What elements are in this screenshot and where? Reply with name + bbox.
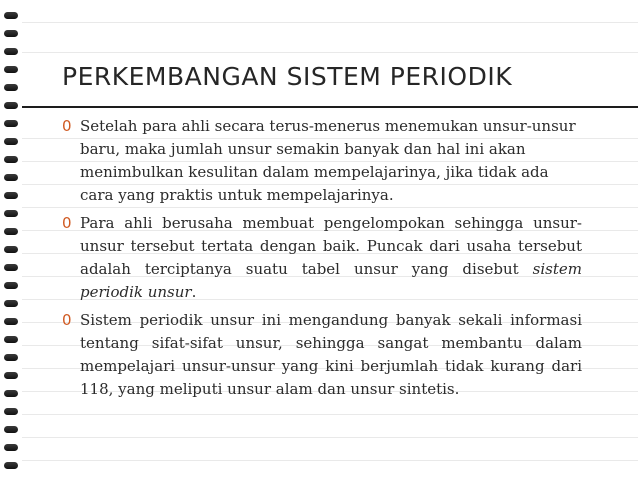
bullet-text: [80, 212, 582, 304]
rule-line: [22, 22, 638, 23]
binding-ring: [4, 84, 18, 91]
binding-ring: [4, 48, 18, 55]
binding-ring: [4, 408, 18, 415]
binding-ring: [4, 282, 18, 289]
bullet-text-emphasis: sistem periodik unsur: [80, 260, 582, 301]
binding-ring: [4, 30, 18, 37]
bullet-marker: 0: [62, 117, 72, 135]
binding-ring: [4, 120, 18, 127]
bullet-text-part: Para ahli berusaha membuat pengelompokan sehingga unsur-unsur tersebut tertata dengan baik. Puncak dari usaha tersebut adalah terciptanya suatu tabel unsur yang disebut: [80, 214, 582, 278]
bullet-marker: 0: [62, 214, 72, 232]
title-underline: [22, 106, 638, 108]
bullet-item: [62, 212, 582, 304]
rule-line: [22, 460, 638, 461]
binding-ring: [4, 444, 18, 451]
binding-ring: [4, 462, 18, 469]
binding-ring: [4, 12, 18, 19]
binding-ring: [4, 102, 18, 109]
binding-ring: [4, 300, 18, 307]
binding-ring: [4, 66, 18, 73]
bullet-text-part: .: [191, 283, 197, 301]
bullet-marker: 0: [62, 311, 72, 329]
binding-ring: [4, 390, 18, 397]
rule-line: [22, 437, 638, 438]
binding-ring: [4, 228, 18, 235]
binding-ring: [4, 372, 18, 379]
binding-ring: [4, 246, 18, 253]
slide-title: PERKEMBANGAN SISTEM PERIODIK: [62, 62, 513, 91]
binding-ring: [4, 138, 18, 145]
rule-line: [22, 52, 638, 53]
binding-ring: [4, 336, 18, 343]
binding-ring: [4, 210, 18, 217]
bullet-item: [62, 115, 582, 207]
bullet-text: Sistem periodik unsur ini mengandung banyak sekali informasi tentang sifat-sifat unsur, sehingga sangat membantu dalam mempelajari unsur-unsur yang kini berjumlah tidak kurang dari 118, yang meliputi unsur alam dan unsur sintetis.: [80, 311, 582, 398]
binding-ring: [4, 192, 18, 199]
rule-line: [22, 414, 638, 415]
binding-ring: [4, 318, 18, 325]
bullet-item: [62, 309, 582, 401]
notebook-binding: [0, 0, 22, 479]
binding-ring: [4, 426, 18, 433]
bullet-text: Setelah para ahli secara terus-menerus menemukan unsur-unsur baru, maka jumlah unsur semakin banyak dan hal ini akan menimbulkan kesulitan dalam mempelajarinya, jika tidak ada cara yang praktis untuk mempelajarinya.: [80, 117, 576, 204]
binding-ring: [4, 354, 18, 361]
binding-ring: [4, 156, 18, 163]
binding-ring: [4, 174, 18, 181]
bullet-list: [62, 115, 582, 406]
binding-ring: [4, 264, 18, 271]
